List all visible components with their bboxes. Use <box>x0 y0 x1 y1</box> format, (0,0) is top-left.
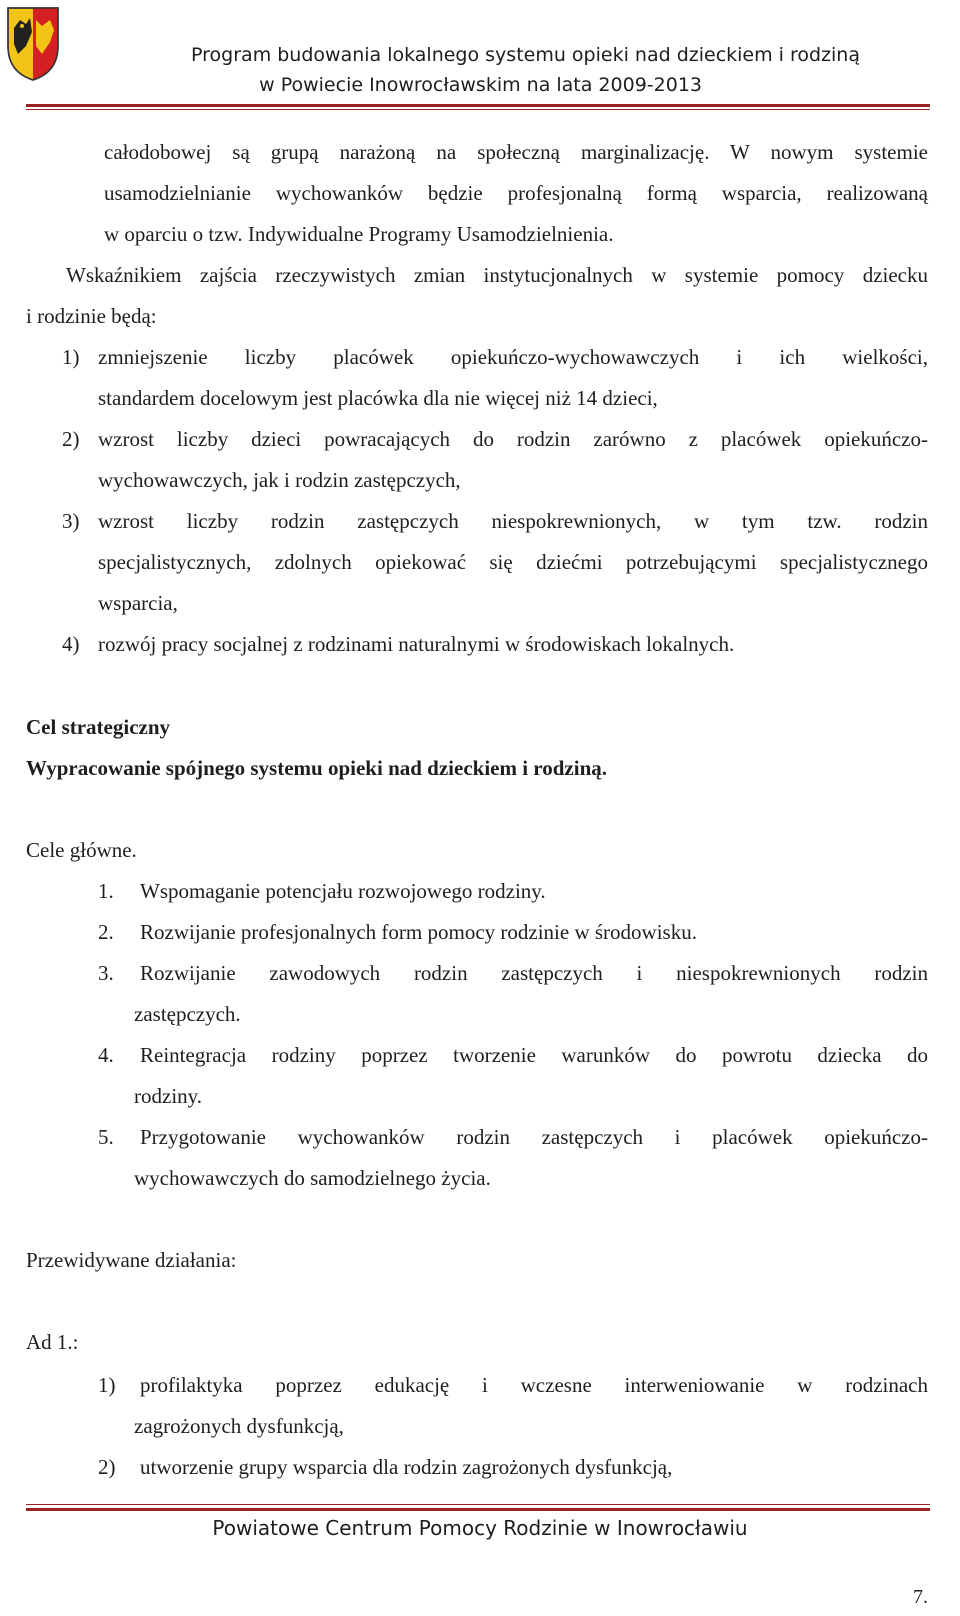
goal-text: Reintegracja rodziny poprzez tworzenie warunków do powrotu dziecka do <box>140 1043 928 1067</box>
header-divider <box>26 109 930 110</box>
header-subtitle: w Powiecie Inowrocławskim na lata 2009-2013 <box>259 74 702 96</box>
goal-number: 3. <box>98 961 114 985</box>
goal-text: Przygotowanie wychowanków rodzin zastępczych i placówek opiekuńczo- <box>140 1125 928 1149</box>
goal-text: zastępczych. <box>134 1002 241 1026</box>
goal-text: Wspomaganie potencjału rozwojowego rodziny. <box>140 879 546 903</box>
coat-of-arms-icon <box>6 6 60 82</box>
page-number: 7. <box>913 1586 928 1608</box>
paragraph-line: całodobowej są grupą narażoną na społeczną marginalizację. W nowym systemie <box>104 140 928 164</box>
action-number: 1) <box>98 1373 116 1397</box>
goal-text: rodziny. <box>134 1084 203 1108</box>
list-item-number: 2) <box>62 427 80 451</box>
paragraph-line: w oparciu o tzw. Indywidualne Programy Usamodzielnienia. <box>104 222 614 246</box>
action-number: 2) <box>98 1455 116 1479</box>
action-text: zagrożonych dysfunkcją, <box>134 1414 344 1438</box>
list-item-text: standardem docelowym jest placówka dla nie więcej niż 14 dzieci, <box>98 386 658 410</box>
goal-number: 2. <box>98 920 114 944</box>
list-item-number: 4) <box>62 632 80 656</box>
section-title: Cele główne. <box>26 838 137 862</box>
action-text: profilaktyka poprzez edukację i wczesne interweniowanie w rodzinach <box>140 1373 928 1397</box>
list-item-text: rozwój pracy socjalnej z rodzinami naturalnymi w środowiskach lokalnych. <box>98 632 735 656</box>
header-divider <box>26 104 930 107</box>
footer-divider <box>26 1504 930 1505</box>
header-title: Program budowania lokalnego systemu opieki nad dzieckiem i rodziną <box>191 44 860 66</box>
goal-text: Rozwijanie zawodowych rodzin zastępczych i niespokrewnionych rodzin <box>140 961 928 985</box>
paragraph-line: i rodzinie będą: <box>26 304 157 328</box>
footer-divider <box>26 1508 930 1511</box>
goal-number: 5. <box>98 1125 114 1149</box>
section-title: Przewidywane działania: <box>26 1248 237 1272</box>
list-item-text: wzrost liczby rodzin zastępczych niespokrewnionych, w tym tzw. rodzin <box>98 509 928 533</box>
list-item-text: specjalistycznych, zdolnych opiekować się dziećmi potrzebującymi specjalistycznego <box>98 550 928 574</box>
list-item-text: zmniejszenie liczby placówek opiekuńczo-wychowawczych i ich wielkości, <box>98 345 928 369</box>
goal-number: 1. <box>98 879 114 903</box>
list-item-text: wzrost liczby dzieci powracających do rodzin zarówno z placówek opiekuńczo- <box>98 427 928 451</box>
action-text: utworzenie grupy wsparcia dla rodzin zagrożonych dysfunkcją, <box>140 1455 673 1479</box>
list-item-text: wsparcia, <box>98 591 178 615</box>
subsection-title: Ad 1.: <box>26 1330 79 1354</box>
list-item-number: 1) <box>62 345 80 369</box>
goal-text: Rozwijanie profesjonalnych form pomocy rodzinie w środowisku. <box>140 920 697 944</box>
strategic-goal-text: Wypracowanie spójnego systemu opieki nad dzieckiem i rodziną. <box>26 756 608 780</box>
footer-text: Powiatowe Centrum Pomocy Rodzinie w Inowrocławiu <box>212 1516 748 1540</box>
paragraph-line: usamodzielnianie wychowanków będzie profesjonalną formą wsparcia, realizowaną <box>104 181 928 205</box>
section-heading: Cel strategiczny <box>26 715 171 739</box>
paragraph-line: Wskaźnikiem zajścia rzeczywistych zmian instytucjonalnych w systemie pomocy dziecku <box>66 263 928 287</box>
goal-number: 4. <box>98 1043 114 1067</box>
goal-text: wychowawczych do samodzielnego życia. <box>134 1166 491 1190</box>
list-item-text: wychowawczych, jak i rodzin zastępczych, <box>98 468 461 492</box>
list-item-number: 3) <box>62 509 80 533</box>
